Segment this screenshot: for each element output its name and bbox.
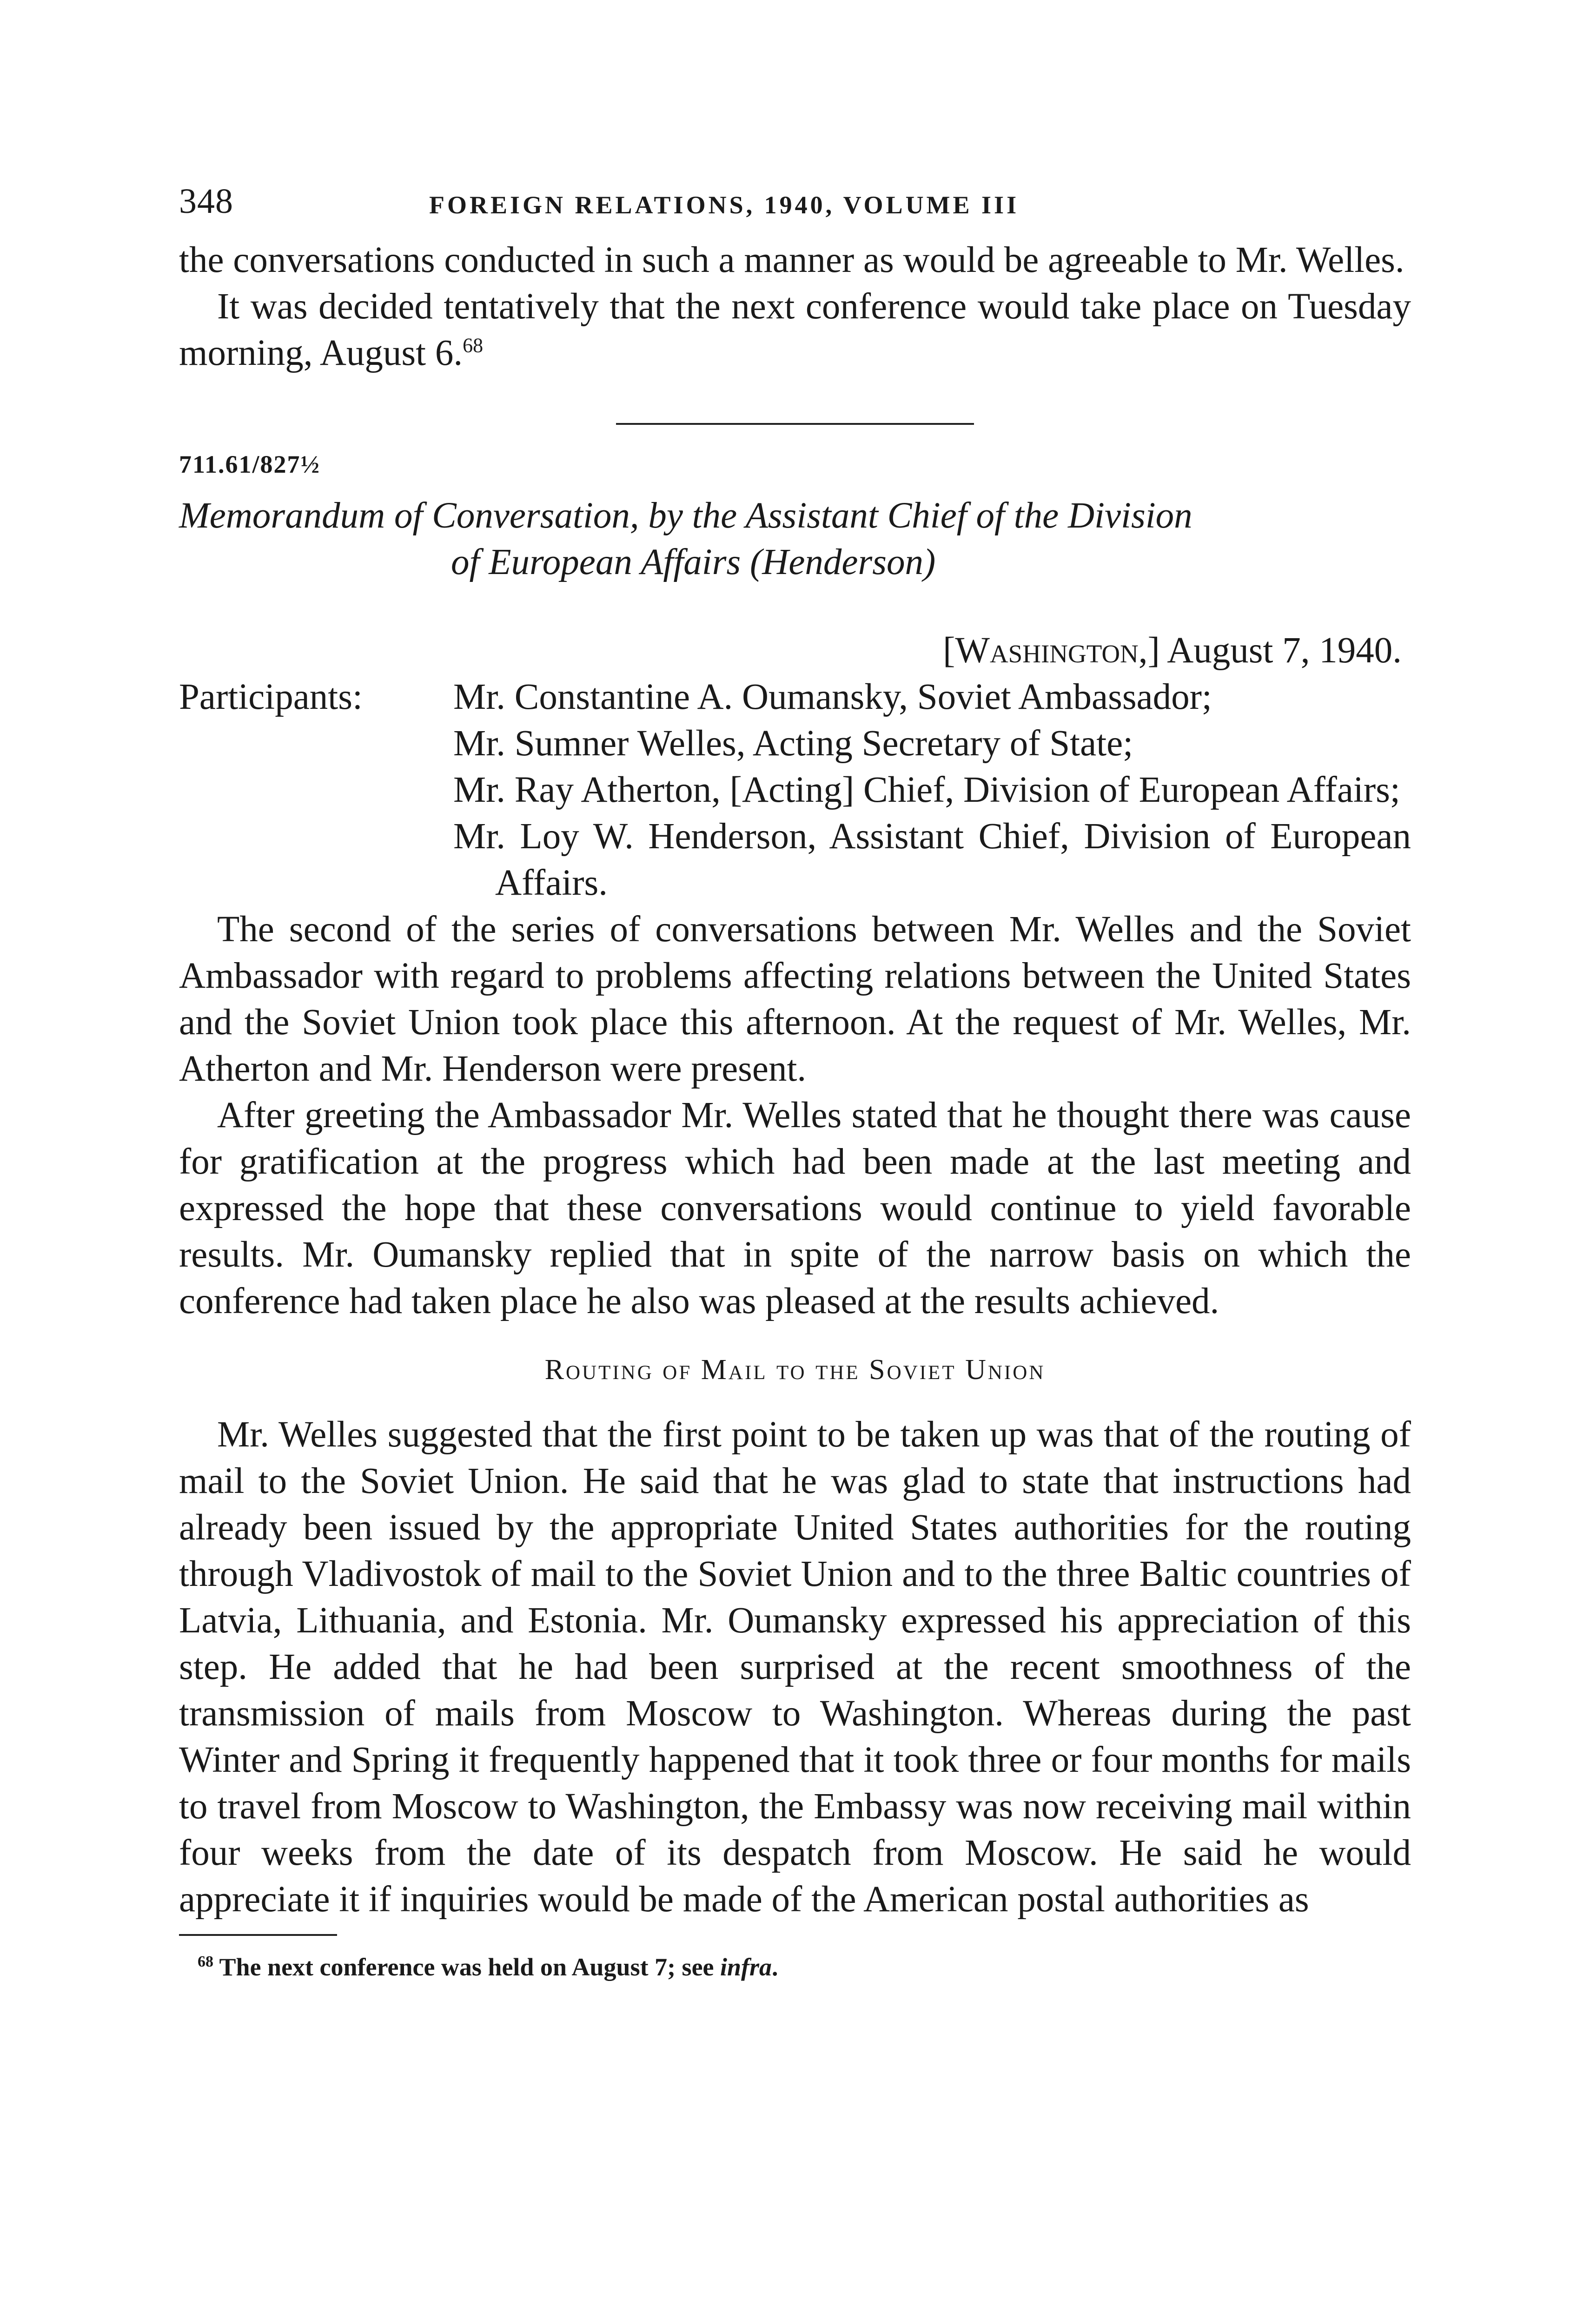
memo-title-line-1: Memorandum of Conversation, by the Assistant Chief of the Division [179,495,1192,536]
participant-item: Mr. Sumner Welles, Acting Secretary of State; [453,723,1133,764]
footnote-text: The next conference was held on August 7; see [219,1953,720,1981]
dateline [179,627,1411,674]
file-number: 711.61/827½ [179,450,321,478]
dateline-date: August 7, 1940. [1167,630,1402,671]
document-page [179,181,1411,1981]
body-paragraph: The second of the series of conversations between Mr. Welles and the Soviet Ambassador with regard to problems affecting relations between the United States and the Soviet Union took place this afternoon. At the request of Mr. Welles, Mr. Atherton and Mr. Henderson were present. [179,909,1411,1089]
footnote-text-end: . [772,1953,778,1981]
body-paragraph: Mr. Welles suggested that the first point to be taken up was that of the routing of mail to the Soviet Union. He said that he was glad to state that instructions had already been issued by the appropriate United States authorities for the routing through Vladivostok of mail to the Soviet Union and to the three Baltic countries of Latvia, Lithuania, and Estonia. Mr. Oumansky expressed his appreciation of this step. He added that he had been surprised at the recent smoothness of the transmission of mails from Moscow to Washington. Whereas during the past Winter and Spring it frequently happened that it took three or four months for mails to travel from Moscow to Washington, the Embassy was now receiving mail within four weeks from the date of its despatch from Moscow. He said he would appreciate it if inquiries would be made of the American postal authorities as [179,1414,1411,1920]
participant-item: Mr. Constantine A. Oumansky, Soviet Ambassador; [453,677,1212,717]
conference-paragraph [179,284,1411,376]
footnote-reference: 68 [463,334,484,357]
participant-item: Mr. Ray Atherton, [Acting] Chief, Division of European Affairs; [453,770,1400,810]
section-divider [616,423,974,425]
footnote-rule [179,1934,337,1936]
running-head: FOREIGN RELATIONS, 1940, VOLUME III [429,191,1020,219]
page-number: 348 [179,182,233,221]
footnote [179,1953,1411,1981]
footnote-marker: 68 [198,1953,213,1970]
participants-list [453,674,1411,906]
dateline-place: [Washington,] [943,630,1160,671]
participants-label: Participants: [179,677,363,717]
footnote-italic-text: infra [720,1953,772,1981]
conference-text: It was decided tentatively that the next conference would take place on Tuesday morning, August 6. [179,286,1411,373]
participants-block [179,674,1411,906]
memo-title [179,493,1411,586]
memo-title-line-2: of European Affairs (Henderson) [451,542,936,582]
section-heading: Routing of Mail to the Soviet Union [544,1354,1046,1386]
continued-paragraph: the conversations conducted in such a manner as would be agreeable to Mr. Welles. [179,240,1404,280]
participant-item: Mr. Loy W. Henderson, Assistant Chief, Division of European Affairs. [453,816,1411,903]
body-paragraph: After greeting the Ambassador Mr. Welles stated that he thought there was cause for gratification at the progress which had been made at the last meeting and expressed the hope that these conversations would continue to yield favorable results. Mr. Oumansky replied that in spite of the narrow basis on which the conference had taken place he also was pleased at the results achieved. [179,1095,1411,1321]
page-header [179,181,1411,237]
